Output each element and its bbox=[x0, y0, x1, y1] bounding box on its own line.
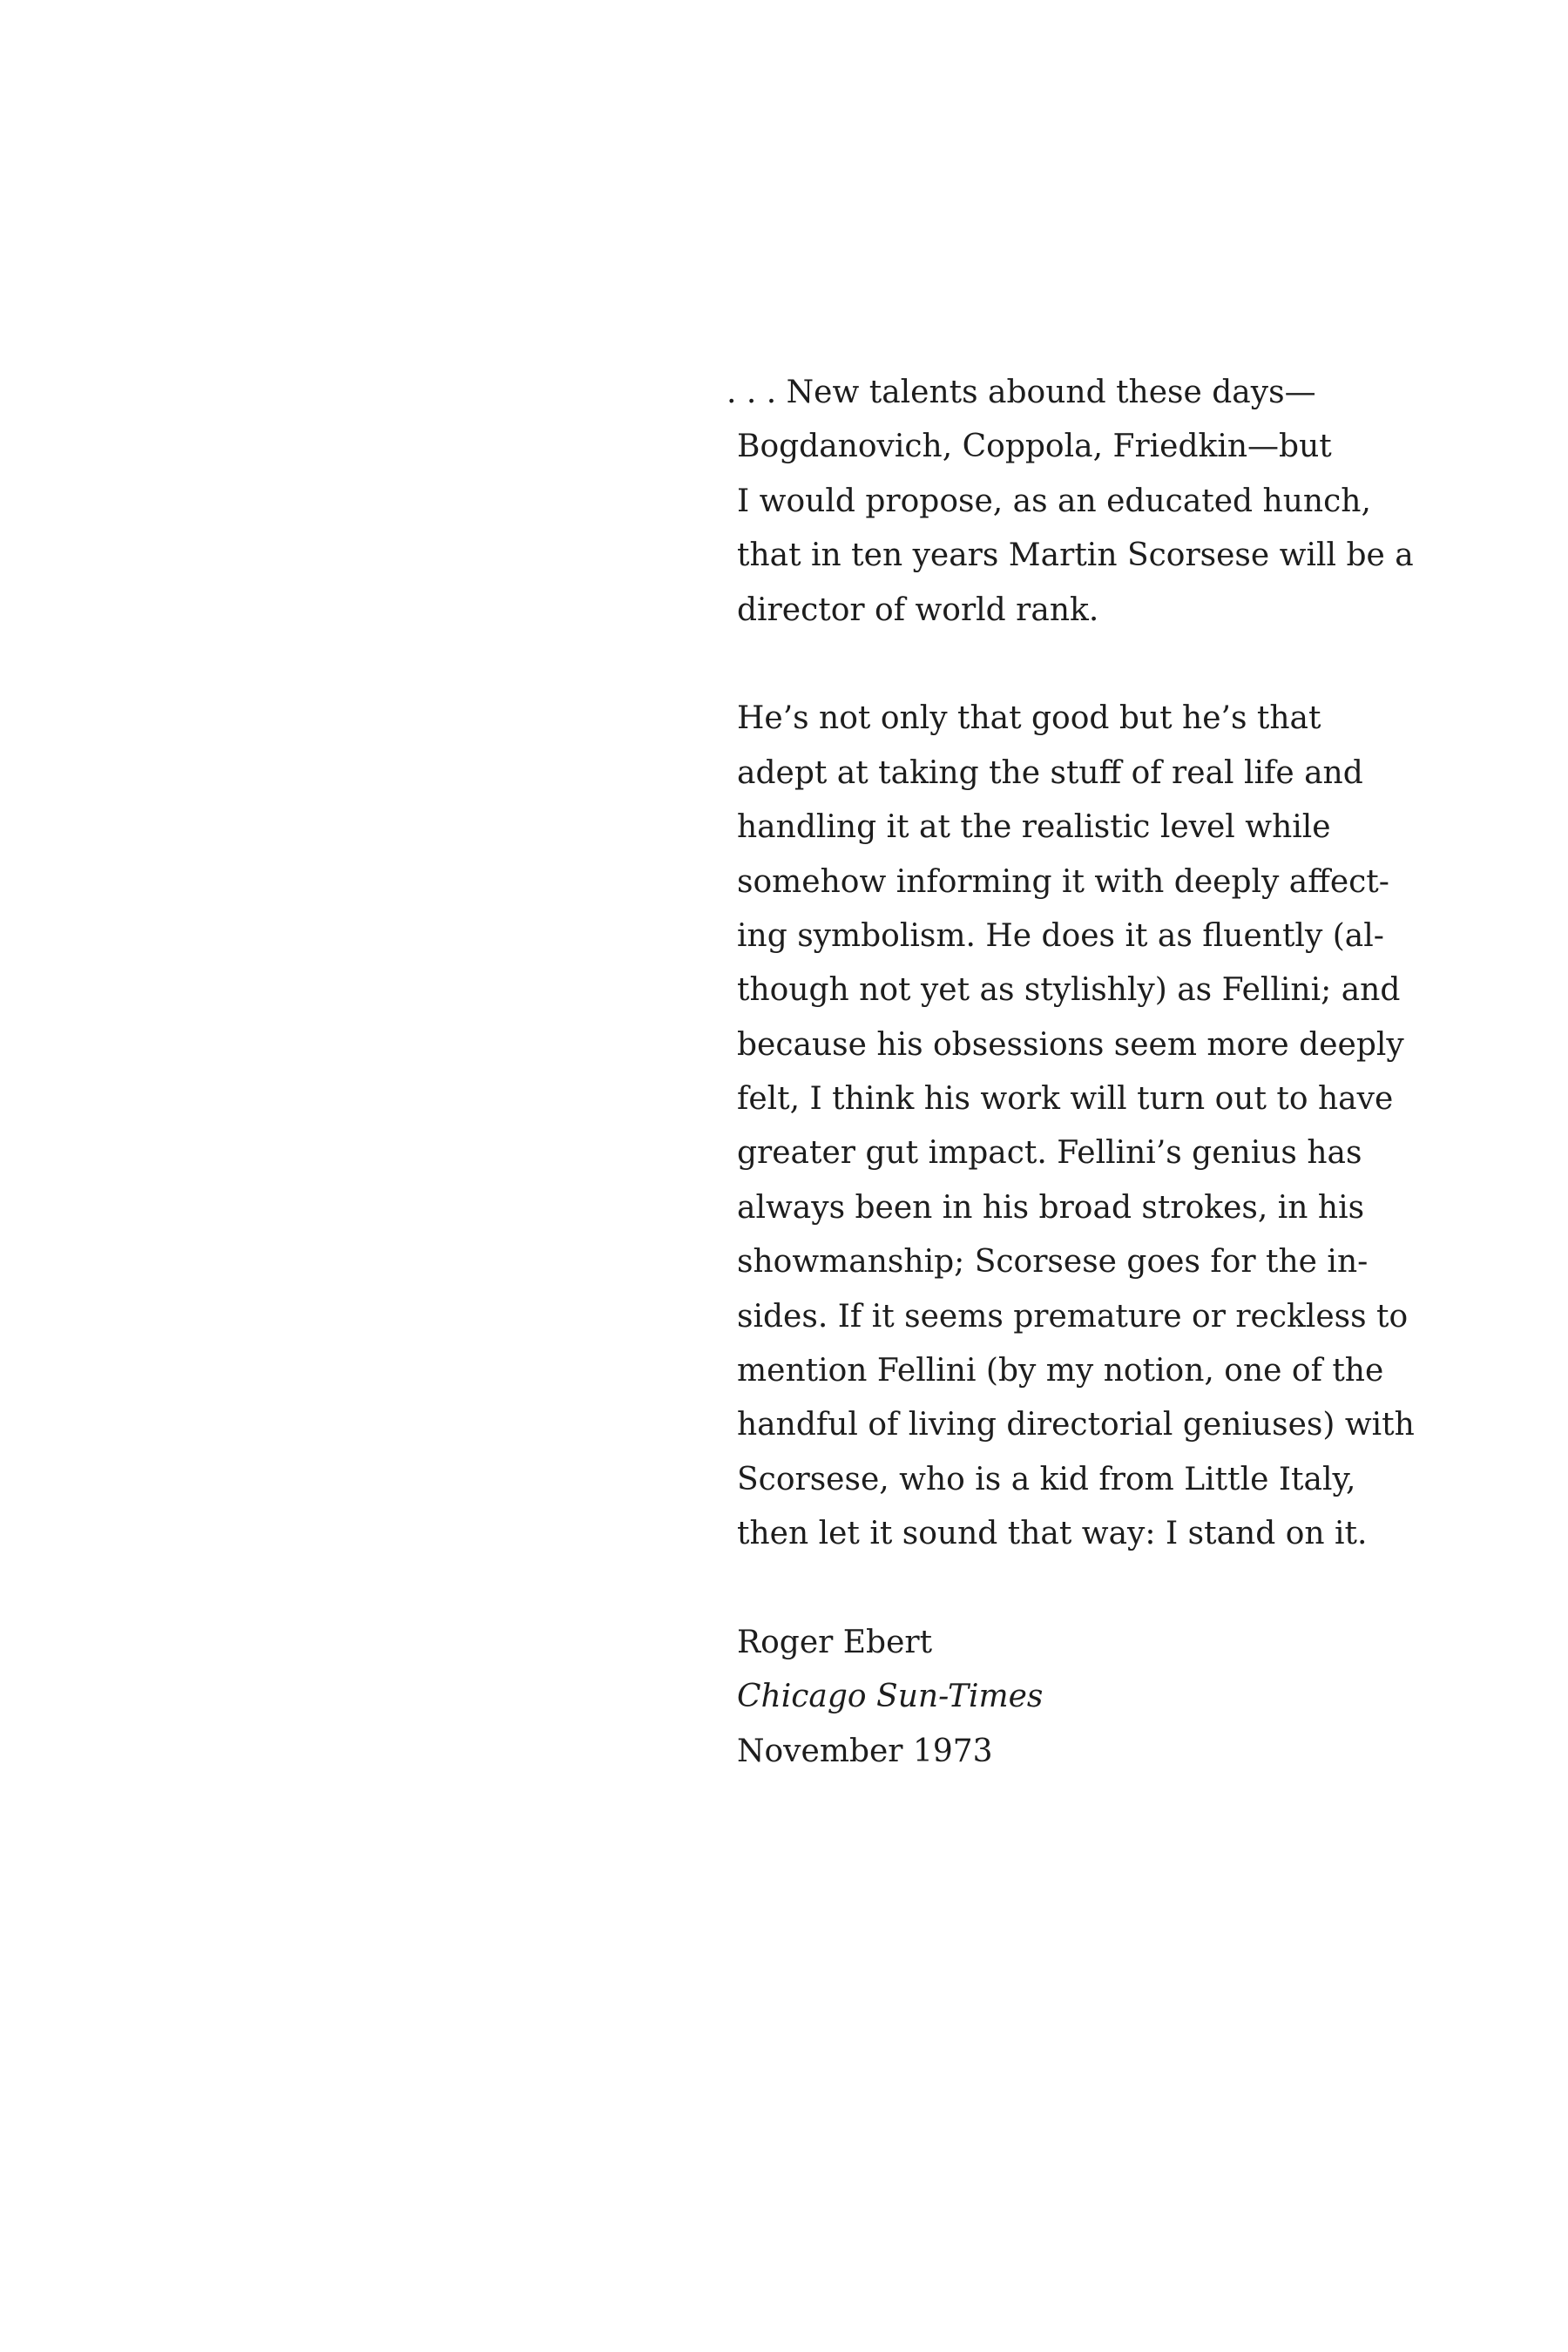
quote-line: always been in his broad strokes, in his bbox=[737, 1189, 1365, 1226]
epigraph-quote bbox=[727, 366, 1415, 1779]
quote-line: greater gut impact. Fellini’s genius has bbox=[737, 1135, 1362, 1172]
author-name: Roger Ebert bbox=[737, 1624, 933, 1660]
quote-line: then let it sound that way: I stand on it. bbox=[737, 1516, 1368, 1552]
paragraph-spacer bbox=[737, 638, 1347, 692]
quote-line: He’s not only that good but he’s that bbox=[737, 700, 1321, 737]
quote-line: . . . New talents abound these days— bbox=[727, 375, 1316, 410]
quote-line: director of world rank. bbox=[737, 591, 1099, 628]
paragraph-spacer bbox=[737, 1562, 1347, 1616]
quote-line: handling it at the realistic level while bbox=[737, 809, 1331, 846]
quote-line: Scorsese, who is a kid from Little Italy, bbox=[737, 1461, 1356, 1497]
quote-line: I would propose, as an educated hunch, bbox=[737, 483, 1371, 519]
quote-line: somehow informing it with deeply affect- bbox=[737, 863, 1389, 900]
attribution bbox=[737, 1616, 1347, 1779]
quote-line: Bogdanovich, Coppola, Friedkin—but bbox=[737, 429, 1332, 465]
quote-paragraph-1 bbox=[727, 366, 1414, 638]
quote-line: that in ten years Martin Scorsese will be a bbox=[737, 537, 1414, 574]
quote-line: ing symbolism. He does it as fluently (al- bbox=[737, 917, 1384, 954]
quote-line: adept at taking the stuff of real life and bbox=[737, 754, 1363, 791]
publication-date: November 1973 bbox=[737, 1733, 993, 1769]
quote-paragraph-2 bbox=[737, 692, 1415, 1561]
quote-line: sides. If it seems premature or reckless to bbox=[737, 1298, 1409, 1335]
quote-line: felt, I think his work will turn out to have bbox=[737, 1081, 1394, 1118]
quote-line: handful of living directorial geniuses) with bbox=[737, 1407, 1415, 1443]
publication-name: Chicago Sun-Times bbox=[737, 1679, 1044, 1715]
quote-line: though not yet as stylishly) as Fellini; and bbox=[737, 972, 1401, 1009]
quote-line: mention Fellini (by my notion, one of the bbox=[737, 1353, 1384, 1389]
quote-line: because his obsessions seem more deeply bbox=[737, 1026, 1404, 1063]
quote-line: showmanship; Scorsese goes for the in- bbox=[737, 1244, 1369, 1281]
